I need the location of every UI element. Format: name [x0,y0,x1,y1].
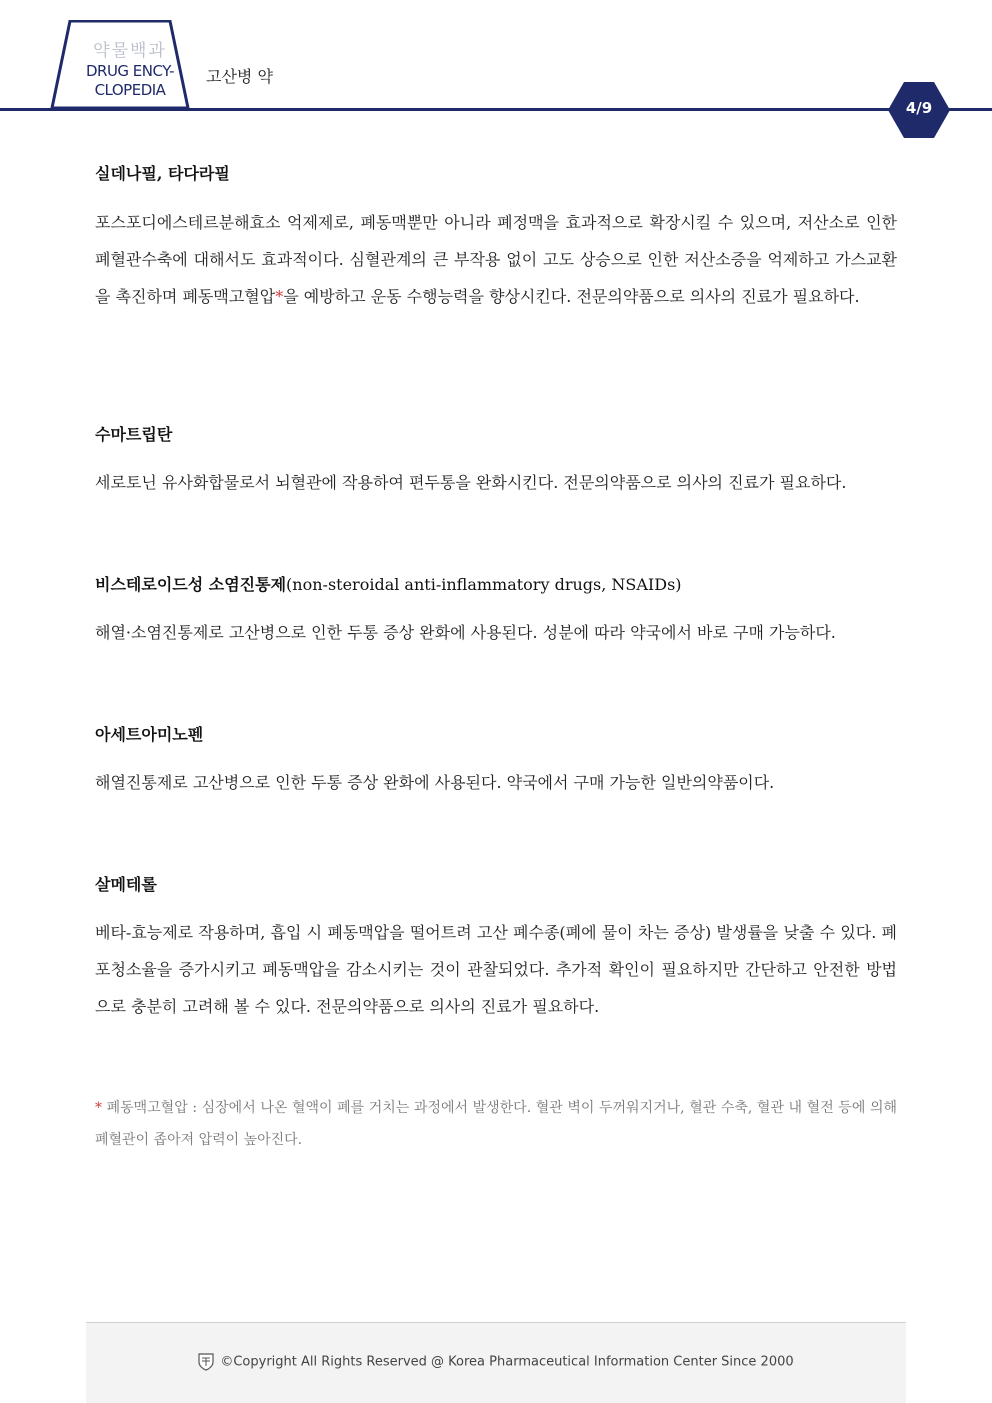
logo [70,40,190,100]
logo-english-line-1: DRUG ENCY- [85,62,175,80]
section-title-sildenafil: 실데나필, 타다라필 [95,164,230,183]
section-title-sumatriptan: 수마트립탄 [95,425,173,444]
logo-korean: 약물백과 [93,41,167,61]
section-body-sumatriptan: 세로토닌 유사화합물로서 뇌혈관에 작용하여 편두통을 완화시킨다. 전문의약품으로 의사의 진료가 필요하다. [95,473,847,492]
section-body-nsaids: 해열·소염진통제로 고산병으로 인한 두통 증상 완화에 사용된다. 성분에 따라 약국에서 바로 구매 가능하다. [95,623,836,642]
document-topic: 고산병 약 [206,67,273,86]
section-body-salmeterol: 베타-효능제로 작용하며, 흡입 시 폐동맥압을 떨어트려 고산 폐수종(폐에 물이 차는 증상) 발생률을 낮출 수 있다. 폐포청소율을 증가시키고 폐동맥압을 감소시키는 것이 관찰되었다. 추가적 확인이 필요하지만 간단하고 안전한 방법으로 충분히 고려해 볼 수 있다. 전문의약품으로 의사의 진료가 필요하다. [95,923,897,1016]
footnote-marker: * [275,287,284,306]
section-body-sildenafil: 포스포디에스테르분해효소 억제제로, 폐동맥뿐만 아니라 폐정맥을 효과적으로 확장시킬 수 있으며, 저산소로 인한 폐혈관수축에 대해서도 효과적이다. 심혈관계의 큰 부작용 없이 고도 상승으로 인한 저산소증을 억제하고 가스교환을 촉진하며 폐동맥고혈압*을 예방하고 운동 수행능력을 향상시킨다. 전문의약품으로 의사의 진료가 필요하다. [95,213,897,306]
section-title-salmeterol: 살메테롤 [95,875,157,894]
logo-english-line-2: CLOPEDIA [94,81,166,99]
section-body-acetaminophen: 해열진통제로 고산병으로 인한 두통 증상 완화에 사용된다. 약국에서 구매 가능한 일반의약품이다. [95,773,775,792]
section-title-nsaids: 비스테로이드성 소염진통제(non-steroidal anti-inflammatory drugs, NSAIDs) [95,575,682,594]
footnote-mark: * [95,1100,102,1116]
copyright-text: ©Copyright All Rights Reserved @ Korea Pharmaceutical Information Center Since 2000 [220,1354,794,1370]
university-crest-icon [198,1353,214,1371]
page-number: 4/9 [905,99,933,117]
footnote: * 폐동맥고혈압 : 심장에서 나온 혈액이 폐를 거치는 과정에서 발생한다. 혈관 벽이 두꺼워지거나, 혈관 수축, 혈관 내 혈전 등에 의해 폐혈관이 좁아져 압력이 높아진다. [95,1100,897,1148]
section-title-acetaminophen: 아세트아미노펜 [95,725,204,744]
footer [86,1323,906,1403]
